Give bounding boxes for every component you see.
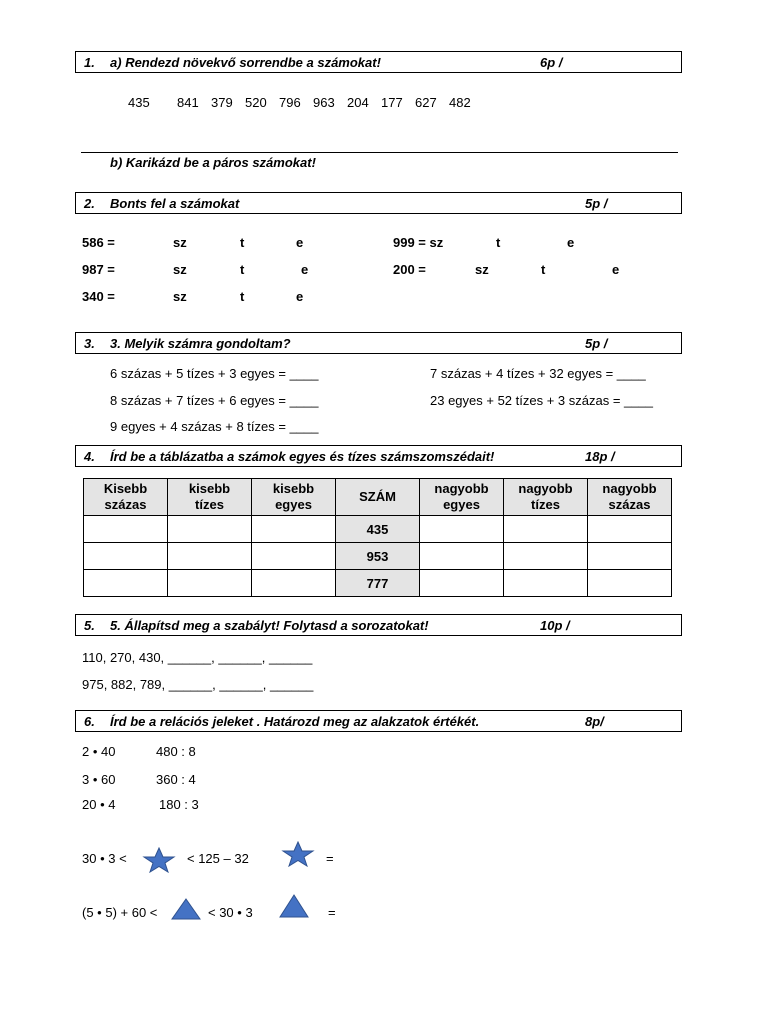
task2-t: t	[496, 235, 501, 250]
task2-label: 200 =	[393, 262, 426, 277]
number-cell: 777	[336, 570, 420, 597]
list-item: 520	[245, 95, 267, 110]
sequence-row: 975, 882, 789, ______, ______, ______	[82, 677, 314, 692]
list-item: 482	[449, 95, 471, 110]
list-item: 796	[279, 95, 301, 110]
task1-title-prefix: a)	[110, 55, 122, 70]
task2-sz: sz	[173, 235, 187, 250]
triangle-icon	[171, 898, 201, 920]
task2-e: e	[296, 235, 304, 250]
answer-cell[interactable]	[420, 516, 504, 543]
table-header: nagyobb egyes	[420, 479, 504, 516]
answer-cell[interactable]	[168, 543, 252, 570]
star-icon	[142, 847, 176, 873]
answer-cell[interactable]	[84, 516, 168, 543]
relation-right: 180 : 3	[159, 797, 199, 812]
list-item: 379	[211, 95, 233, 110]
triangle-icon	[279, 894, 309, 918]
task3-number: 3.	[84, 336, 95, 351]
sequence-row: 110, 270, 430, ______, ______, ______	[82, 650, 313, 665]
relation-left: 20 • 4	[82, 797, 116, 812]
triangle-line-equals: =	[328, 905, 336, 920]
task6-header	[75, 710, 682, 732]
task1-number: 1.	[84, 55, 95, 70]
star-line-left: 30 • 3 <	[82, 851, 127, 866]
relation-right: 480 : 8	[156, 744, 196, 759]
star-icon	[281, 841, 315, 867]
list-item: 963	[313, 95, 335, 110]
task4-title: Írd be a táblázatba a számok egyes és tízes számszomszédait!	[110, 449, 495, 464]
task2-sz: sz	[475, 262, 489, 277]
task1-points: 6p /	[540, 55, 563, 70]
task2-label: 999 = sz	[393, 235, 444, 250]
list-item: 177	[381, 95, 403, 110]
task4-points: 18p /	[585, 449, 615, 464]
task5-points: 10p /	[540, 618, 570, 633]
task2-e: e	[296, 289, 304, 304]
task3-points: 5p /	[585, 336, 608, 351]
answer-cell[interactable]	[252, 516, 336, 543]
task2-sz: sz	[173, 262, 187, 277]
task2-title: Bonts fel a számokat	[110, 196, 240, 211]
task2-sz: sz	[173, 289, 187, 304]
star-shape	[144, 848, 174, 872]
table-header: SZÁM	[336, 479, 420, 516]
task3-header	[75, 332, 682, 354]
task3-item: 9 egyes + 4 százas + 8 tízes = ____	[110, 419, 319, 434]
task6-title: Írd be a relációs jeleket . Határozd meg az alakzatok értékét.	[110, 714, 480, 729]
task2-e: e	[567, 235, 575, 250]
task2-t: t	[240, 289, 245, 304]
task2-label: 340 =	[82, 289, 115, 304]
list-item: 841	[177, 95, 199, 110]
triangle-line-right: < 30 • 3	[208, 905, 253, 920]
answer-cell[interactable]	[84, 543, 168, 570]
answer-cell[interactable]	[504, 570, 588, 597]
task2-t: t	[541, 262, 546, 277]
answer-cell[interactable]	[504, 543, 588, 570]
table-header: nagyobb százas	[588, 479, 672, 516]
table-row	[84, 516, 672, 543]
answer-cell[interactable]	[588, 543, 672, 570]
task4-number: 4.	[84, 449, 95, 464]
answer-cell[interactable]	[504, 516, 588, 543]
relation-right: 360 : 4	[156, 772, 196, 787]
task3-item: 23 egyes + 52 tízes + 3 százas = ____	[430, 393, 653, 408]
task3-title: 3. Melyik számra gondoltam?	[110, 336, 291, 351]
answer-cell[interactable]	[420, 543, 504, 570]
answer-cell[interactable]	[588, 516, 672, 543]
table-row	[84, 570, 672, 597]
task1-answer-line	[81, 152, 678, 153]
table-row	[84, 543, 672, 570]
task1-header	[75, 51, 682, 73]
answer-cell[interactable]	[252, 570, 336, 597]
answer-cell[interactable]	[168, 570, 252, 597]
task1-title	[110, 55, 381, 70]
number-cell: 953	[336, 543, 420, 570]
star-line-right: < 125 – 32	[187, 851, 249, 866]
triangle-shape	[280, 895, 308, 917]
answer-cell[interactable]	[168, 516, 252, 543]
star-shape	[283, 842, 313, 866]
task6-points: 8p/	[585, 714, 604, 729]
task2-e: e	[612, 262, 620, 277]
answer-cell[interactable]	[84, 570, 168, 597]
task5-title: 5. Állapítsd meg a szabályt! Folytasd a sorozatokat!	[110, 618, 429, 633]
task5-header	[75, 614, 682, 636]
task4-header	[75, 445, 682, 467]
task3-item: 6 százas + 5 tízes + 3 egyes = ____	[110, 366, 319, 381]
relation-left: 2 • 40	[82, 744, 116, 759]
list-item: 204	[347, 95, 369, 110]
number-cell: 435	[336, 516, 420, 543]
task3-item: 8 százas + 7 tízes + 6 egyes = ____	[110, 393, 319, 408]
task2-points: 5p /	[585, 196, 608, 211]
task3-item: 7 százas + 4 tízes + 32 egyes = ____	[430, 366, 646, 381]
triangle-line-left: (5 • 5) + 60 <	[82, 905, 158, 920]
task2-header	[75, 192, 682, 214]
task1-title-text: Rendezd növekvő sorrendbe a számokat!	[125, 55, 381, 70]
star-line-equals: =	[326, 851, 334, 866]
table-header: Kisebb százas	[84, 479, 168, 516]
task2-label: 987 =	[82, 262, 115, 277]
task2-t: t	[240, 235, 245, 250]
relation-left: 3 • 60	[82, 772, 116, 787]
list-item: 627	[415, 95, 437, 110]
answer-cell[interactable]	[588, 570, 672, 597]
task2-t: t	[240, 262, 245, 277]
table-header: nagyobb tízes	[504, 479, 588, 516]
answer-cell[interactable]	[420, 570, 504, 597]
neighbors-table	[83, 478, 672, 597]
table-header-row	[84, 479, 672, 516]
answer-cell[interactable]	[252, 543, 336, 570]
list-item: 435	[128, 95, 150, 110]
table-header: kisebb tízes	[168, 479, 252, 516]
table-header: kisebb egyes	[252, 479, 336, 516]
task2-e: e	[301, 262, 309, 277]
task1-sub-b: b) Karikázd be a páros számokat!	[110, 155, 316, 170]
triangle-shape	[172, 899, 200, 919]
task5-number: 5.	[84, 618, 95, 633]
task6-number: 6.	[84, 714, 95, 729]
task2-label: 586 =	[82, 235, 115, 250]
task2-number: 2.	[84, 196, 95, 211]
